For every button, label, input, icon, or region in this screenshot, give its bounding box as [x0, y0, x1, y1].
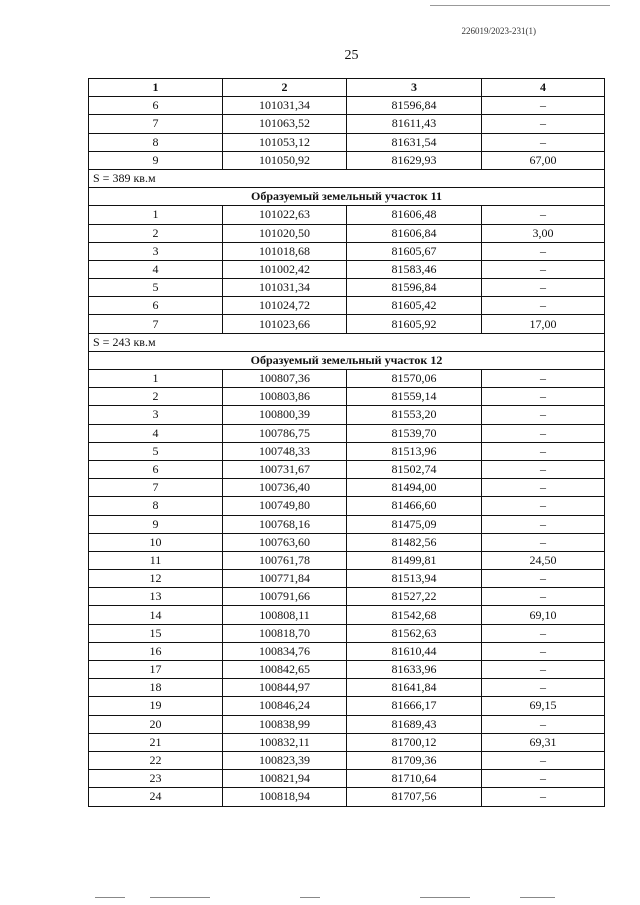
- distance-cell: –: [482, 424, 605, 442]
- table-row: [89, 497, 605, 515]
- document-number: 226019/2023-231(1): [461, 26, 536, 36]
- x-coordinate-cell: 100771,84: [223, 570, 347, 588]
- distance-cell: 67,00: [482, 151, 605, 169]
- x-coordinate-cell: 100818,94: [223, 788, 347, 806]
- y-coordinate-cell: 81542,68: [347, 606, 482, 624]
- table-row: [89, 151, 605, 169]
- point-number-cell: 6: [89, 460, 223, 478]
- x-coordinate-cell: 101031,34: [223, 279, 347, 297]
- table-row: [89, 606, 605, 624]
- point-number-cell: 17: [89, 661, 223, 679]
- y-coordinate-cell: 81570,06: [347, 370, 482, 388]
- distance-cell: –: [482, 661, 605, 679]
- x-coordinate-cell: 100808,11: [223, 606, 347, 624]
- point-number-cell: 23: [89, 770, 223, 788]
- x-coordinate-cell: 100768,16: [223, 515, 347, 533]
- y-coordinate-cell: 81494,00: [347, 479, 482, 497]
- point-number-cell: 6: [89, 97, 223, 115]
- area-row: [89, 333, 605, 351]
- x-coordinate-cell: 101024,72: [223, 297, 347, 315]
- x-coordinate-cell: 100832,11: [223, 733, 347, 751]
- table-body: [89, 79, 605, 807]
- y-coordinate-cell: 81513,96: [347, 442, 482, 460]
- distance-cell: 69,15: [482, 697, 605, 715]
- distance-cell: –: [482, 770, 605, 788]
- distance-cell: –: [482, 260, 605, 278]
- distance-cell: –: [482, 497, 605, 515]
- distance-cell: –: [482, 788, 605, 806]
- point-number-cell: 7: [89, 479, 223, 497]
- header-cell-distance: 4: [482, 79, 605, 97]
- y-coordinate-cell: 81482,56: [347, 533, 482, 551]
- distance-cell: –: [482, 406, 605, 424]
- x-coordinate-cell: 101023,66: [223, 315, 347, 333]
- x-coordinate-cell: 100763,60: [223, 533, 347, 551]
- point-number-cell: 12: [89, 570, 223, 588]
- area-cell: S = 243 кв.м: [89, 333, 605, 351]
- section-title-cell: Образуемый земельный участок 11: [89, 188, 605, 206]
- y-coordinate-cell: 81502,74: [347, 460, 482, 478]
- header-cell-point: 1: [89, 79, 223, 97]
- page-number: 25: [344, 48, 359, 63]
- point-number-cell: 15: [89, 624, 223, 642]
- x-coordinate-cell: 100842,65: [223, 661, 347, 679]
- x-coordinate-cell: 100731,67: [223, 460, 347, 478]
- table-row: [89, 242, 605, 260]
- y-coordinate-cell: 81707,56: [347, 788, 482, 806]
- x-coordinate-cell: 100749,80: [223, 497, 347, 515]
- table-row: [89, 133, 605, 151]
- y-coordinate-cell: 81605,67: [347, 242, 482, 260]
- x-coordinate-cell: 100800,39: [223, 406, 347, 424]
- y-coordinate-cell: 81475,09: [347, 515, 482, 533]
- distance-cell: 3,00: [482, 224, 605, 242]
- section-header-row: [89, 351, 605, 369]
- point-number-cell: 1: [89, 206, 223, 224]
- y-coordinate-cell: 81527,22: [347, 588, 482, 606]
- y-coordinate-cell: 81513,94: [347, 570, 482, 588]
- table-row: [89, 206, 605, 224]
- table-row: [89, 297, 605, 315]
- x-coordinate-cell: 100834,76: [223, 642, 347, 660]
- x-coordinate-cell: 100823,39: [223, 751, 347, 769]
- coordinates-table: [88, 78, 605, 807]
- point-number-cell: 13: [89, 588, 223, 606]
- point-number-cell: 10: [89, 533, 223, 551]
- y-coordinate-cell: 81596,84: [347, 279, 482, 297]
- point-number-cell: 4: [89, 424, 223, 442]
- x-coordinate-cell: 101031,34: [223, 97, 347, 115]
- table-row: [89, 315, 605, 333]
- table-header-row: [89, 79, 605, 97]
- point-number-cell: 22: [89, 751, 223, 769]
- x-coordinate-cell: 100736,40: [223, 479, 347, 497]
- distance-cell: –: [482, 297, 605, 315]
- table-row: [89, 697, 605, 715]
- section-header-row: [89, 188, 605, 206]
- point-number-cell: 7: [89, 115, 223, 133]
- y-coordinate-cell: 81596,84: [347, 97, 482, 115]
- point-number-cell: 8: [89, 133, 223, 151]
- point-number-cell: 1: [89, 370, 223, 388]
- table-row: [89, 460, 605, 478]
- table-row: [89, 442, 605, 460]
- table-row: [89, 515, 605, 533]
- distance-cell: –: [482, 751, 605, 769]
- x-coordinate-cell: 101063,52: [223, 115, 347, 133]
- y-coordinate-cell: 81641,84: [347, 679, 482, 697]
- distance-cell: 69,31: [482, 733, 605, 751]
- y-coordinate-cell: 81539,70: [347, 424, 482, 442]
- point-number-cell: 3: [89, 406, 223, 424]
- y-coordinate-cell: 81700,12: [347, 733, 482, 751]
- y-coordinate-cell: 81583,46: [347, 260, 482, 278]
- distance-cell: 17,00: [482, 315, 605, 333]
- table-row: [89, 115, 605, 133]
- point-number-cell: 19: [89, 697, 223, 715]
- point-number-cell: 16: [89, 642, 223, 660]
- x-coordinate-cell: 101018,68: [223, 242, 347, 260]
- y-coordinate-cell: 81559,14: [347, 388, 482, 406]
- table-row: [89, 224, 605, 242]
- table-row: [89, 479, 605, 497]
- area-cell: S = 389 кв.м: [89, 169, 605, 187]
- x-coordinate-cell: 101053,12: [223, 133, 347, 151]
- table-row: [89, 570, 605, 588]
- distance-cell: –: [482, 97, 605, 115]
- x-coordinate-cell: 101002,42: [223, 260, 347, 278]
- x-coordinate-cell: 100803,86: [223, 388, 347, 406]
- distance-cell: –: [482, 570, 605, 588]
- y-coordinate-cell: 81553,20: [347, 406, 482, 424]
- table-row: [89, 406, 605, 424]
- x-coordinate-cell: 101022,63: [223, 206, 347, 224]
- distance-cell: –: [482, 479, 605, 497]
- point-number-cell: 2: [89, 388, 223, 406]
- point-number-cell: 21: [89, 733, 223, 751]
- y-coordinate-cell: 81605,92: [347, 315, 482, 333]
- x-coordinate-cell: 100791,66: [223, 588, 347, 606]
- distance-cell: –: [482, 460, 605, 478]
- x-coordinate-cell: 100838,99: [223, 715, 347, 733]
- y-coordinate-cell: 81631,54: [347, 133, 482, 151]
- x-coordinate-cell: 100748,33: [223, 442, 347, 460]
- area-row: [89, 169, 605, 187]
- x-coordinate-cell: 100821,94: [223, 770, 347, 788]
- table-row: [89, 97, 605, 115]
- y-coordinate-cell: 81666,17: [347, 697, 482, 715]
- table-row: [89, 661, 605, 679]
- point-number-cell: 11: [89, 551, 223, 569]
- table-row: [89, 679, 605, 697]
- point-number-cell: 18: [89, 679, 223, 697]
- table-row: [89, 279, 605, 297]
- x-coordinate-cell: 100844,97: [223, 679, 347, 697]
- table-row: [89, 551, 605, 569]
- y-coordinate-cell: 81611,43: [347, 115, 482, 133]
- x-coordinate-cell: 101020,50: [223, 224, 347, 242]
- table-row: [89, 260, 605, 278]
- point-number-cell: 7: [89, 315, 223, 333]
- x-coordinate-cell: 100786,75: [223, 424, 347, 442]
- y-coordinate-cell: 81709,36: [347, 751, 482, 769]
- table-row: [89, 388, 605, 406]
- y-coordinate-cell: 81606,84: [347, 224, 482, 242]
- distance-cell: –: [482, 242, 605, 260]
- y-coordinate-cell: 81499,81: [347, 551, 482, 569]
- distance-cell: –: [482, 624, 605, 642]
- distance-cell: –: [482, 206, 605, 224]
- table-row: [89, 642, 605, 660]
- x-coordinate-cell: 101050,92: [223, 151, 347, 169]
- point-number-cell: 14: [89, 606, 223, 624]
- distance-cell: –: [482, 588, 605, 606]
- point-number-cell: 20: [89, 715, 223, 733]
- distance-cell: –: [482, 679, 605, 697]
- point-number-cell: 2: [89, 224, 223, 242]
- y-coordinate-cell: 81633,96: [347, 661, 482, 679]
- distance-cell: –: [482, 388, 605, 406]
- y-coordinate-cell: 81606,48: [347, 206, 482, 224]
- distance-cell: –: [482, 133, 605, 151]
- x-coordinate-cell: 100761,78: [223, 551, 347, 569]
- distance-cell: –: [482, 515, 605, 533]
- point-number-cell: 5: [89, 279, 223, 297]
- y-coordinate-cell: 81710,64: [347, 770, 482, 788]
- x-coordinate-cell: 100846,24: [223, 697, 347, 715]
- distance-cell: 24,50: [482, 551, 605, 569]
- x-coordinate-cell: 100807,36: [223, 370, 347, 388]
- point-number-cell: 6: [89, 297, 223, 315]
- table-row: [89, 715, 605, 733]
- distance-cell: 69,10: [482, 606, 605, 624]
- table-row: [89, 733, 605, 751]
- point-number-cell: 9: [89, 151, 223, 169]
- distance-cell: –: [482, 533, 605, 551]
- bottom-scan-marks: [0, 897, 640, 901]
- point-number-cell: 4: [89, 260, 223, 278]
- table-row: [89, 588, 605, 606]
- y-coordinate-cell: 81629,93: [347, 151, 482, 169]
- table-row: [89, 624, 605, 642]
- table-row: [89, 751, 605, 769]
- point-number-cell: 3: [89, 242, 223, 260]
- y-coordinate-cell: 81605,42: [347, 297, 482, 315]
- distance-cell: –: [482, 642, 605, 660]
- header-cell-y: 3: [347, 79, 482, 97]
- point-number-cell: 8: [89, 497, 223, 515]
- y-coordinate-cell: 81466,60: [347, 497, 482, 515]
- point-number-cell: 5: [89, 442, 223, 460]
- table-row: [89, 788, 605, 806]
- section-title-cell: Образуемый земельный участок 12: [89, 351, 605, 369]
- distance-cell: –: [482, 715, 605, 733]
- distance-cell: –: [482, 115, 605, 133]
- table-row: [89, 424, 605, 442]
- header-cell-x: 2: [223, 79, 347, 97]
- table-row: [89, 533, 605, 551]
- y-coordinate-cell: 81562,63: [347, 624, 482, 642]
- point-number-cell: 9: [89, 515, 223, 533]
- y-coordinate-cell: 81610,44: [347, 642, 482, 660]
- y-coordinate-cell: 81689,43: [347, 715, 482, 733]
- x-coordinate-cell: 100818,70: [223, 624, 347, 642]
- top-rule: [430, 5, 610, 6]
- point-number-cell: 24: [89, 788, 223, 806]
- distance-cell: –: [482, 442, 605, 460]
- distance-cell: –: [482, 370, 605, 388]
- distance-cell: –: [482, 279, 605, 297]
- table-row: [89, 370, 605, 388]
- table-row: [89, 770, 605, 788]
